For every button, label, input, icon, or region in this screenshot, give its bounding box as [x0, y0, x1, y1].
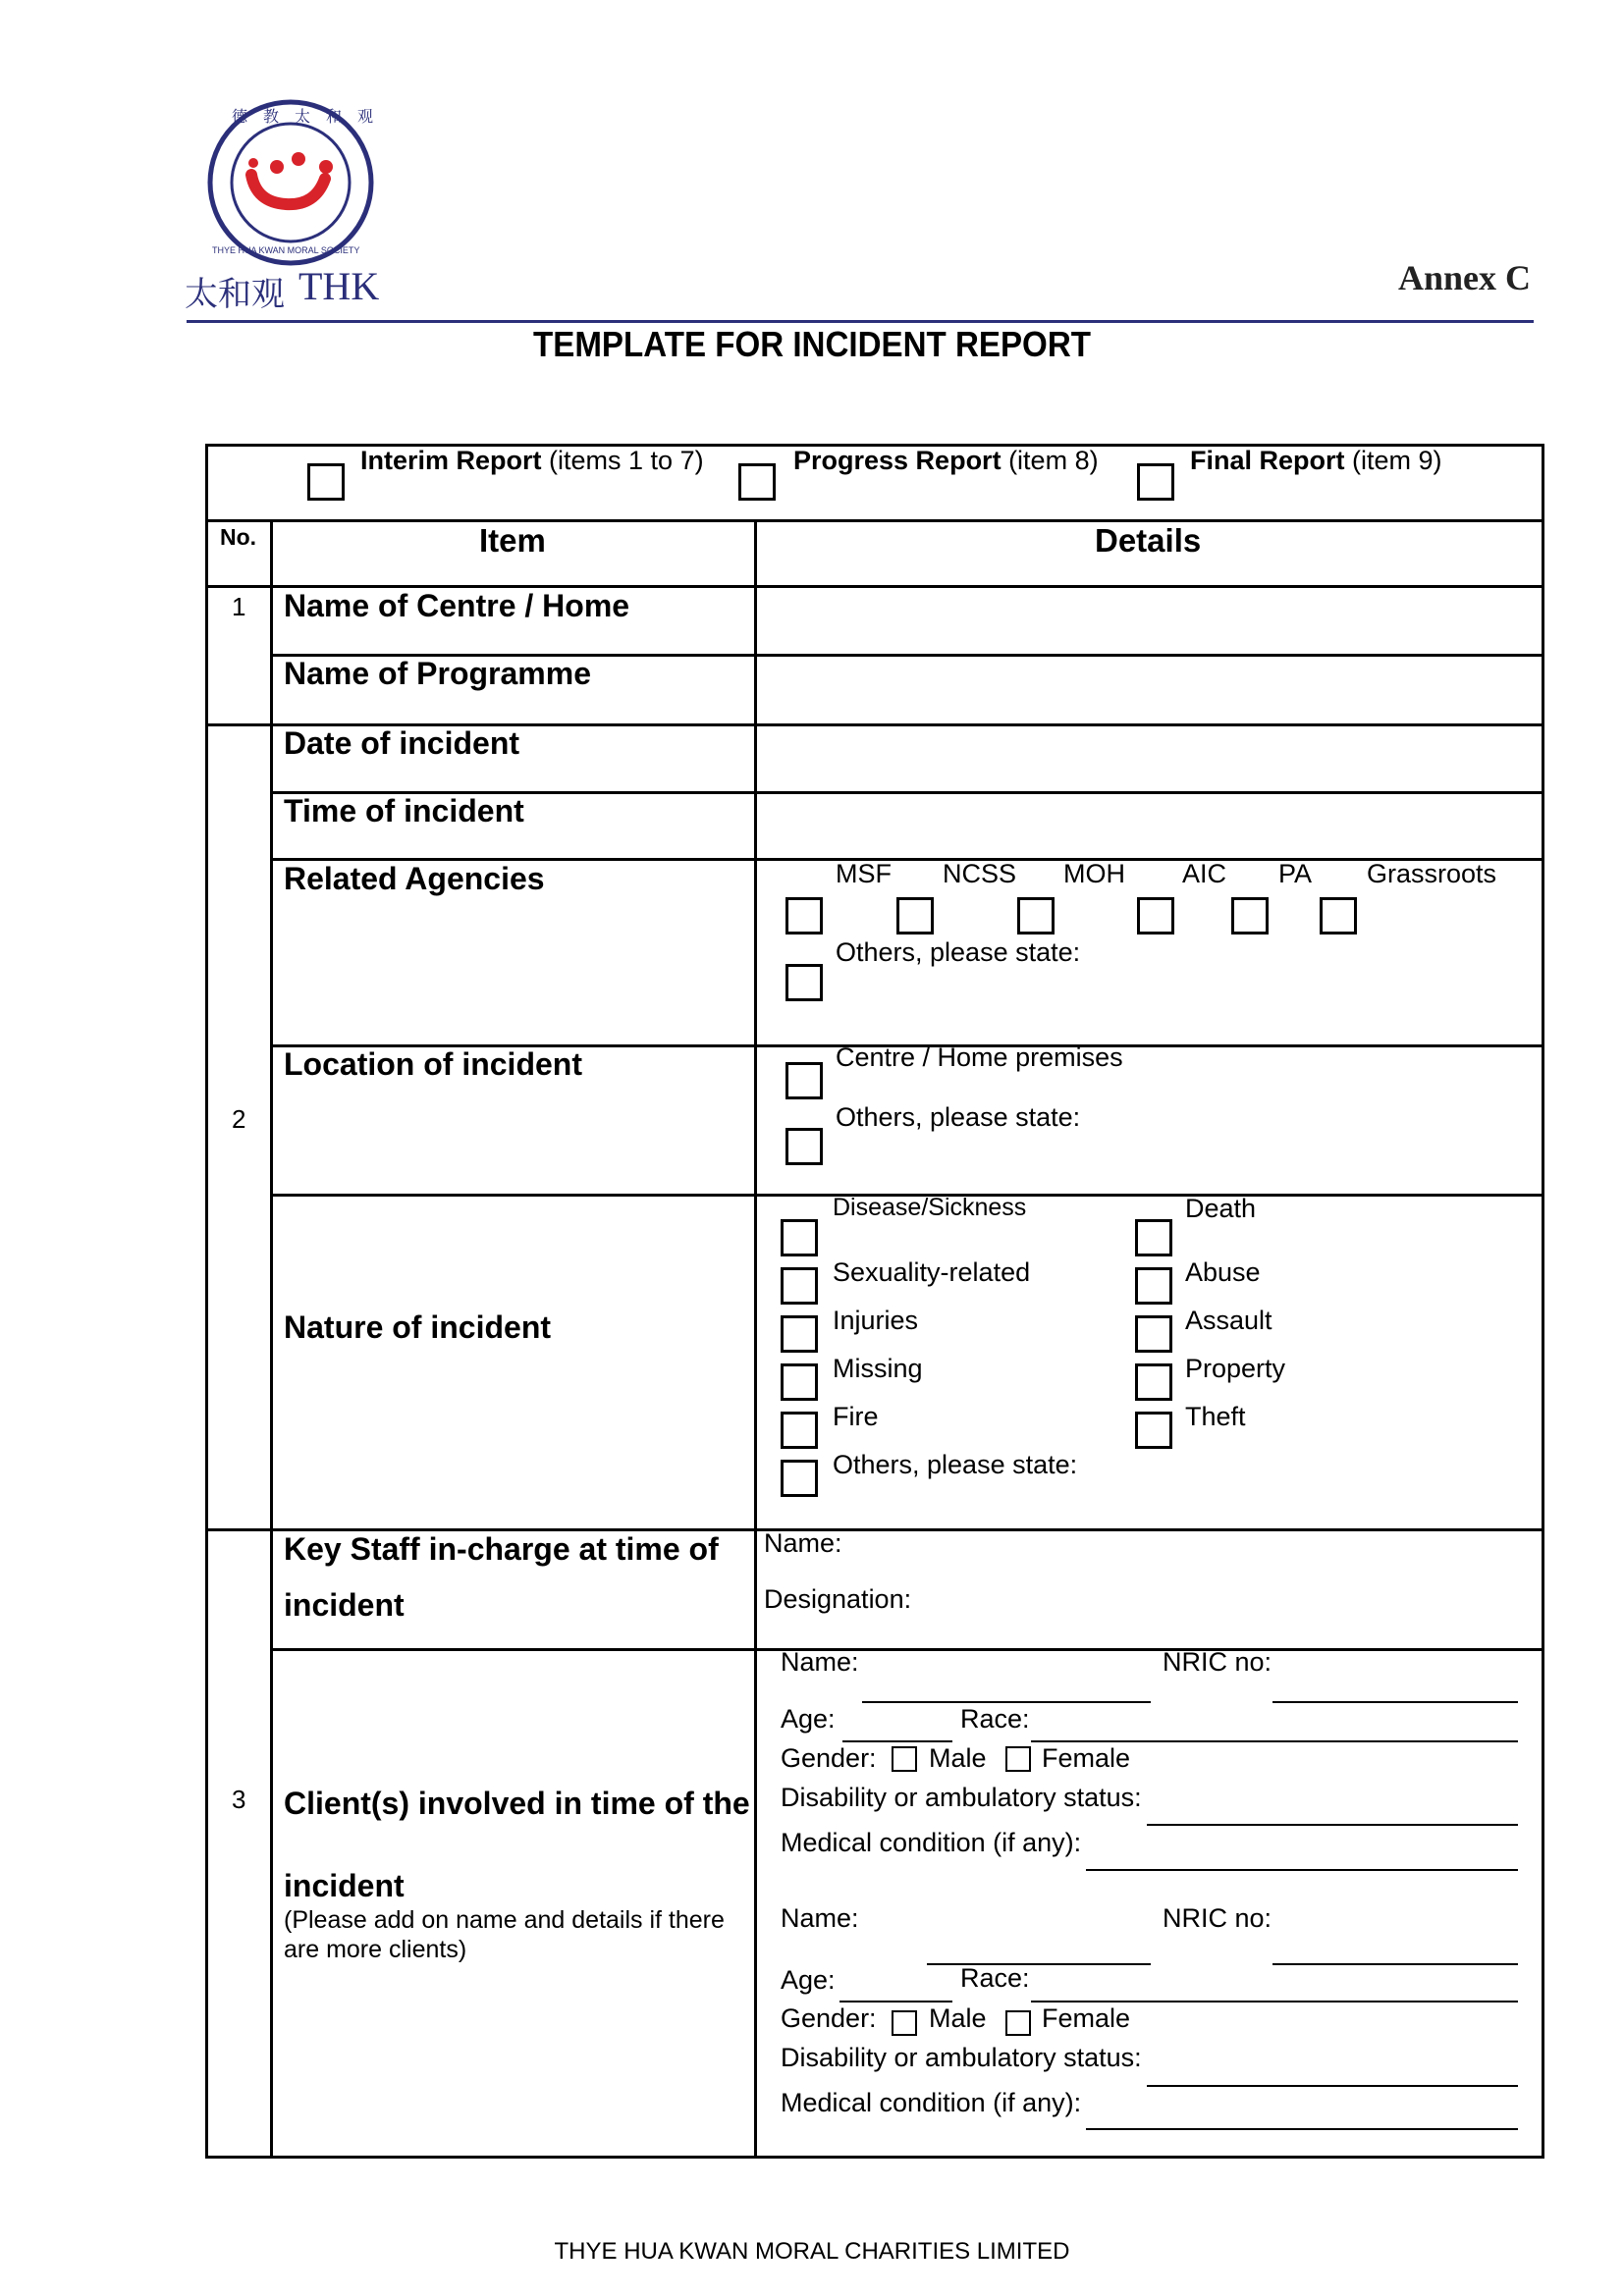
staff-name-label: Name: — [764, 1528, 842, 1558]
page-title: TEMPLATE FOR INCIDENT REPORT — [533, 324, 1091, 364]
agency-msf-label: MSF — [836, 859, 892, 888]
agency-grassroots-label: Grassroots — [1367, 859, 1497, 888]
nature-death-label: Death — [1185, 1194, 1257, 1223]
client1-male-checkbox[interactable] — [892, 1746, 917, 1772]
item-key-staff-line2: incident — [284, 1587, 405, 1623]
progress-report-label: Progress Report (item 8) — [793, 446, 1099, 475]
client2-female-label: Female — [1042, 2003, 1131, 2033]
interim-report-label: Interim Report (items 1 to 7) — [360, 446, 704, 475]
nature-injuries-label: Injuries — [833, 1306, 919, 1335]
client2-disability-field[interactable] — [1147, 2085, 1518, 2087]
client1-medical-field[interactable] — [1086, 1869, 1518, 1871]
item-clients-line2: incident — [284, 1868, 405, 1903]
client1-gender-label: Gender: — [781, 1743, 877, 1773]
client1-nric-field[interactable] — [1272, 1701, 1518, 1703]
agency-pa-checkbox[interactable] — [1231, 897, 1269, 934]
annex-label: Annex C — [1397, 258, 1531, 297]
nature-injuries-checkbox[interactable] — [781, 1315, 818, 1353]
col-header-no: No. — [220, 524, 257, 550]
nature-property-checkbox[interactable] — [1135, 1363, 1172, 1401]
logo-wordmark-latin: THK — [298, 264, 380, 308]
nature-disease-checkbox[interactable] — [781, 1219, 818, 1256]
nature-missing-checkbox[interactable] — [781, 1363, 818, 1401]
client2-age-field[interactable] — [839, 2001, 952, 2002]
agency-moh-label: MOH — [1063, 859, 1125, 888]
nature-theft-label: Theft — [1185, 1402, 1246, 1431]
item-incident-date: Date of incident — [284, 725, 520, 761]
clients-note-line2: are more clients) — [284, 1936, 467, 1963]
agency-pa-label: PA — [1278, 859, 1313, 888]
logo-ring-english: THYE HUA KWAN MORAL SOCIETY — [212, 245, 360, 255]
item-incident-location: Location of incident — [284, 1046, 582, 1082]
client2-gender-label: Gender: — [781, 2003, 877, 2033]
agency-msf-checkbox[interactable] — [785, 897, 823, 934]
interim-report-checkbox[interactable] — [307, 463, 345, 501]
item-clients-line1: Client(s) involved in time of the — [284, 1786, 750, 1821]
agency-aic-checkbox[interactable] — [1137, 897, 1174, 934]
item-key-staff-line1: Key Staff in-charge at time of — [284, 1531, 719, 1567]
item-incident-nature: Nature of incident — [284, 1309, 552, 1345]
client1-male-label: Male — [929, 1743, 987, 1773]
nature-theft-checkbox[interactable] — [1135, 1412, 1172, 1449]
agency-aic-label: AIC — [1182, 859, 1227, 888]
item-programme-name: Name of Programme — [284, 656, 591, 691]
client2-race-field[interactable] — [1031, 2001, 1518, 2002]
agency-ncss-label: NCSS — [943, 859, 1017, 888]
agency-others-label: Others, please state: — [836, 937, 1081, 967]
nature-abuse-label: Abuse — [1185, 1257, 1261, 1287]
nature-abuse-checkbox[interactable] — [1135, 1267, 1172, 1305]
nature-others-checkbox[interactable] — [781, 1460, 818, 1497]
client2-male-label: Male — [929, 2003, 987, 2033]
page-footer: THYE HUA KWAN MORAL CHARITIES LIMITED — [554, 2238, 1070, 2265]
client1-disability-field[interactable] — [1147, 1824, 1518, 1826]
client2-age-label: Age: — [781, 1965, 836, 1995]
staff-designation-label: Designation: — [764, 1584, 912, 1614]
agency-grassroots-checkbox[interactable] — [1320, 897, 1357, 934]
final-report-checkbox[interactable] — [1137, 463, 1174, 501]
row-number-3: 3 — [232, 1785, 246, 1814]
location-premises-checkbox[interactable] — [785, 1062, 823, 1099]
client1-disability-label: Disability or ambulatory status: — [781, 1783, 1142, 1812]
progress-report-checkbox[interactable] — [738, 463, 776, 501]
logo-ring-chinese: 德教太和观 — [232, 109, 390, 126]
client1-name-label: Name: — [781, 1647, 859, 1677]
client1-medical-label: Medical condition (if any): — [781, 1828, 1082, 1857]
client2-nric-field[interactable] — [1272, 1963, 1518, 1965]
logo-wordmark-chinese: 太和观 — [185, 275, 285, 314]
agency-moh-checkbox[interactable] — [1017, 897, 1055, 934]
client2-medical-field[interactable] — [1086, 2128, 1518, 2130]
row-number-2: 2 — [232, 1104, 246, 1134]
nature-sexuality-label: Sexuality-related — [833, 1257, 1031, 1287]
nature-assault-checkbox[interactable] — [1135, 1315, 1172, 1353]
client1-female-checkbox[interactable] — [1005, 1746, 1031, 1772]
client1-race-label: Race: — [960, 1704, 1030, 1734]
client1-nric-label: NRIC no: — [1163, 1647, 1272, 1677]
location-others-checkbox[interactable] — [785, 1128, 823, 1165]
client2-race-label: Race: — [960, 1963, 1030, 1993]
row-number-1: 1 — [232, 592, 246, 621]
nature-disease-label: Disease/Sickness — [833, 1194, 1027, 1221]
clients-note-line1: (Please add on name and details if there — [284, 1906, 725, 1934]
client2-disability-label: Disability or ambulatory status: — [781, 2043, 1142, 2072]
final-report-label: Final Report (item 9) — [1190, 446, 1442, 475]
header-divider — [187, 320, 1534, 323]
nature-others-label: Others, please state: — [833, 1450, 1078, 1479]
nature-property-label: Property — [1185, 1354, 1286, 1383]
nature-death-checkbox[interactable] — [1135, 1219, 1172, 1256]
thk-logo — [183, 98, 399, 314]
nature-assault-label: Assault — [1185, 1306, 1272, 1335]
col-header-item: Item — [479, 522, 546, 559]
client2-medical-label: Medical condition (if any): — [781, 2088, 1082, 2117]
agency-ncss-checkbox[interactable] — [896, 897, 934, 934]
client1-race-field[interactable] — [1031, 1740, 1518, 1742]
client2-name-label: Name: — [781, 1903, 859, 1933]
item-centre-name: Name of Centre / Home — [284, 588, 630, 623]
client1-name-field[interactable] — [862, 1701, 1151, 1703]
client1-female-label: Female — [1042, 1743, 1131, 1773]
agency-others-checkbox[interactable] — [785, 964, 823, 1001]
nature-fire-label: Fire — [833, 1402, 879, 1431]
item-related-agencies: Related Agencies — [284, 861, 545, 896]
nature-missing-label: Missing — [833, 1354, 923, 1383]
nature-fire-checkbox[interactable] — [781, 1412, 818, 1449]
client2-female-checkbox[interactable] — [1005, 2010, 1031, 2036]
nature-sexuality-checkbox[interactable] — [781, 1267, 818, 1305]
item-incident-time: Time of incident — [284, 793, 524, 828]
location-others-label: Others, please state: — [836, 1102, 1081, 1132]
client1-age-label: Age: — [781, 1704, 836, 1734]
client1-age-field[interactable] — [842, 1740, 952, 1742]
location-premises-label: Centre / Home premises — [836, 1042, 1123, 1072]
client2-nric-label: NRIC no: — [1163, 1903, 1272, 1933]
col-header-details: Details — [1095, 522, 1202, 559]
client2-male-checkbox[interactable] — [892, 2010, 917, 2036]
